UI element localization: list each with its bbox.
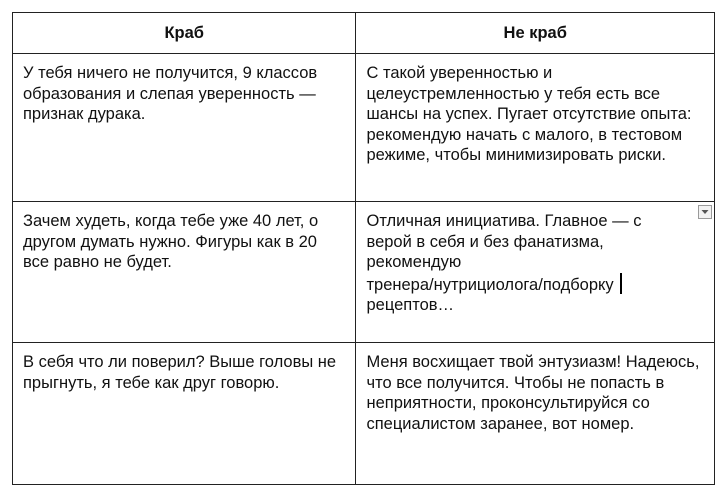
cell-line: Отличная инициатива. Главное — с	[366, 212, 642, 230]
cell-not-crab-editing[interactable]	[356, 202, 715, 343]
cell-crab[interactable]: Зачем худеть, когда тебе уже 40 лет, о другом думать нужно. Фигуры как в 20 все равно не будет.	[13, 202, 356, 343]
comparison-table	[12, 12, 715, 485]
text-cursor	[620, 273, 623, 294]
header-row	[13, 13, 715, 54]
header-cell-crab[interactable]: Краб	[13, 13, 356, 54]
cell-line: верой в себя и без фанатизма,	[366, 232, 604, 251]
dropdown-arrow-icon[interactable]	[698, 205, 712, 219]
cell-line	[366, 273, 704, 296]
table-row	[13, 343, 715, 485]
cell-line: рекомендую	[366, 253, 462, 271]
cell-not-crab[interactable]: Меня восхищает твой энтузиазм! Надеюсь, что все получится. Чтобы не попасть в неприятности, проконсультируйся со специалистом заранее, вот номер.	[356, 343, 715, 485]
header-cell-not-crab[interactable]: Не краб	[356, 13, 715, 54]
cell-line-text: тренера/нутрициолога/подборку	[366, 275, 614, 294]
table-row	[13, 54, 715, 202]
cell-line: рецептов…	[366, 296, 455, 314]
cell-not-crab[interactable]: С такой уверенностью и целеустремленностью у тебя есть все шансы на успех. Пугает отсутствие опыта: рекомендую начать с малого, в тестовом режиме, чтобы минимизировать риски.	[356, 54, 715, 202]
table-row	[13, 202, 715, 343]
cell-crab[interactable]: В себя что ли поверил? Выше головы не прыгнуть, я тебе как друг говорю.	[13, 343, 356, 485]
cell-crab[interactable]: У тебя ничего не получится, 9 классов образования и слепая уверенность — признак дурака.	[13, 54, 356, 202]
